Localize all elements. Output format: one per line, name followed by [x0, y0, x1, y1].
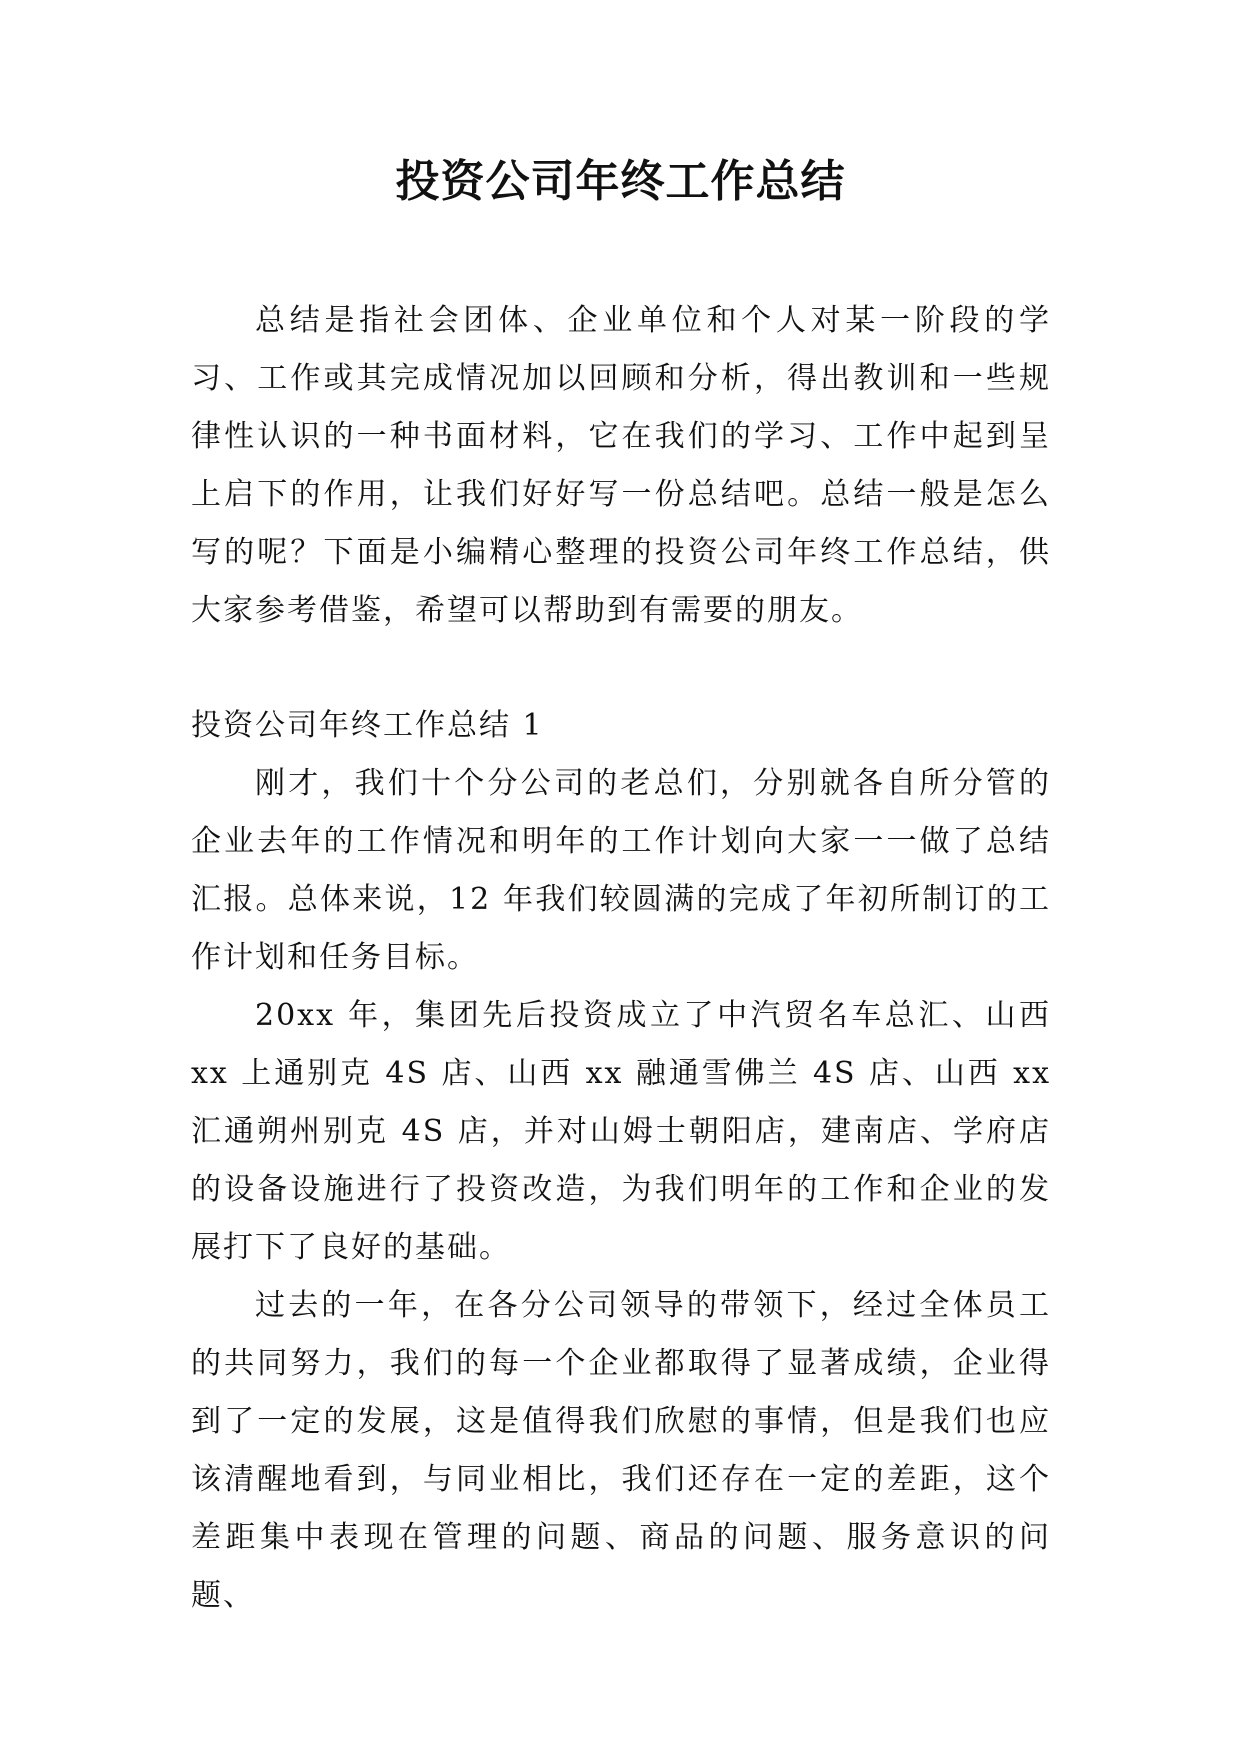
intro-block	[191, 292, 1051, 640]
body-paragraph-2: 20xx 年，集团先后投资成立了中汽贸名车总汇、山西 xx 上通别克 4S 店、山西 xx 融通雪佛兰 4S 店、山西 xx 汇通朔州别克 4S 店，并对山姆士朝阳店，建南店、学府店的设备设施进行了投资改造，为我们明年的工作和企业的发展打下了良好的基础。	[191, 998, 1051, 1265]
document-title: 投资公司年终工作总结	[395, 156, 846, 207]
body-paragraph-1: 刚才，我们十个分公司的老总们，分别就各自所分管的企业去年的工作情况和明年的工作计划向大家一一做了总结汇报。总体来说，12 年我们较圆满的完成了年初所制订的工作计划和任务目标。	[191, 766, 1051, 975]
section-block	[191, 697, 1051, 1625]
section-heading: 投资公司年终工作总结 1	[191, 708, 544, 743]
intro-paragraph: 总结是指社会团体、企业单位和个人对某一阶段的学习、工作或其完成情况加以回顾和分析，得出教训和一些规律性认识的一种书面材料，它在我们的学习、工作中起到呈上启下的作用，让我们好好写一份总结吧。总结一般是怎么写的呢？下面是小编精心整理的投资公司年终工作总结，供大家参考借鉴，希望可以帮助到有需要的朋友。	[191, 303, 1051, 628]
body-paragraph-3: 过去的一年，在各分公司领导的带领下，经过全体员工的共同努力，我们的每一个企业都取得了显著成绩，企业得到了一定的发展，这是值得我们欣慰的事情，但是我们也应该清醒地看到，与同业相比，我们还存在一定的差距，这个差距集中表现在管理的问题、商品的问题、服务意识的问题、	[191, 1288, 1051, 1613]
